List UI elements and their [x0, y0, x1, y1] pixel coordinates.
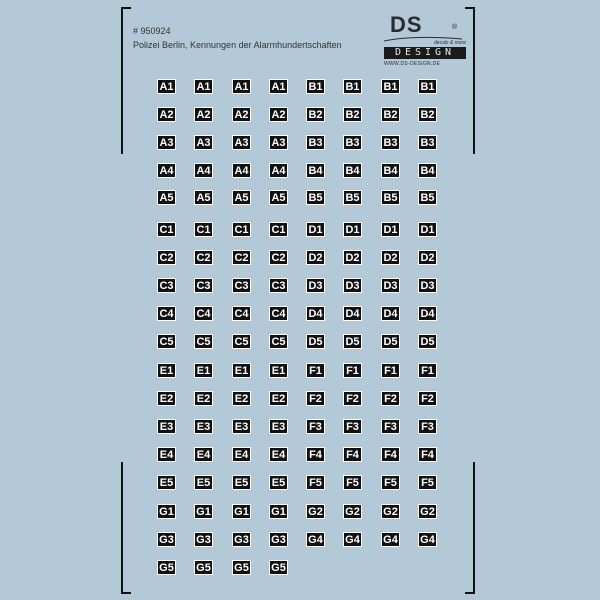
decal-tile: B5	[418, 190, 437, 205]
decal-tile: C2	[269, 250, 288, 265]
decal-tile: B3	[343, 135, 362, 150]
decal-tile: F5	[306, 475, 325, 490]
decal-tile: B5	[343, 190, 362, 205]
decal-tile: A3	[232, 135, 251, 150]
decal-tile: G3	[194, 532, 213, 547]
decal-tile: E1	[232, 363, 251, 378]
decal-tile: B3	[381, 135, 400, 150]
decal-tile: C5	[232, 334, 251, 349]
decal-tile: G1	[232, 504, 251, 519]
decal-tile: C1	[232, 222, 251, 237]
decal-tile: E4	[194, 447, 213, 462]
decal-tile: G4	[343, 532, 362, 547]
crop-mark-bottom-left	[121, 462, 131, 594]
decal-tile: C1	[269, 222, 288, 237]
decal-tile: C3	[269, 278, 288, 293]
decal-tile: A4	[232, 163, 251, 178]
decal-tile: D5	[306, 334, 325, 349]
decal-tile: G4	[418, 532, 437, 547]
decal-tile: B1	[381, 79, 400, 94]
decal-tile: D1	[306, 222, 325, 237]
decal-tile: F4	[306, 447, 325, 462]
product-code: # 950924	[133, 26, 171, 36]
decal-tile: E5	[269, 475, 288, 490]
decal-tile: G2	[418, 504, 437, 519]
decal-tile: A5	[157, 190, 176, 205]
sheet-title: Polizei Berlin, Kennungen der Alarmhundertschaften	[133, 40, 342, 50]
decal-tile: G1	[269, 504, 288, 519]
decal-tile: G4	[381, 532, 400, 547]
decal-tile: C1	[157, 222, 176, 237]
decal-tile: D1	[418, 222, 437, 237]
brand-logo	[382, 12, 466, 68]
decal-tile: B2	[343, 107, 362, 122]
decal-tile: E1	[157, 363, 176, 378]
decal-tile: G5	[194, 560, 213, 575]
decal-tile: G2	[343, 504, 362, 519]
decal-tile: C3	[157, 278, 176, 293]
decal-tile: C2	[232, 250, 251, 265]
decal-tile: G2	[306, 504, 325, 519]
decal-tile: A4	[194, 163, 213, 178]
decal-tile: F4	[381, 447, 400, 462]
decal-tile: E4	[269, 447, 288, 462]
decal-tile: F3	[418, 419, 437, 434]
decal-tile: D3	[306, 278, 325, 293]
decal-tile: C4	[157, 306, 176, 321]
decal-tile: B4	[381, 163, 400, 178]
decal-tile: B3	[418, 135, 437, 150]
decal-tile: B1	[343, 79, 362, 94]
decal-tile: D3	[381, 278, 400, 293]
decal-tile: C5	[269, 334, 288, 349]
decal-tile: G3	[232, 532, 251, 547]
decal-tile: C3	[194, 278, 213, 293]
decal-tile: F3	[343, 419, 362, 434]
decal-tile: F1	[418, 363, 437, 378]
decal-tile: C1	[194, 222, 213, 237]
decal-tile: B3	[306, 135, 325, 150]
crop-mark-top-right	[465, 7, 475, 154]
decal-tile: D4	[306, 306, 325, 321]
decal-tile: D4	[343, 306, 362, 321]
decal-tile: C2	[194, 250, 213, 265]
decal-tile: A5	[194, 190, 213, 205]
decal-tile: E2	[232, 391, 251, 406]
decal-tile: A3	[157, 135, 176, 150]
decal-tile: F2	[381, 391, 400, 406]
decal-tile: B5	[306, 190, 325, 205]
decal-tile: A1	[194, 79, 213, 94]
decal-tile: C4	[232, 306, 251, 321]
logo-design-bar: DESIGN	[384, 47, 466, 59]
decal-tile: E4	[157, 447, 176, 462]
decal-tile: B2	[418, 107, 437, 122]
decal-tile: E5	[157, 475, 176, 490]
decal-tile: E2	[194, 391, 213, 406]
decal-tile: D2	[343, 250, 362, 265]
decal-tile: G3	[269, 532, 288, 547]
decal-tile: E4	[232, 447, 251, 462]
decal-tile: F4	[343, 447, 362, 462]
decal-tile: F5	[418, 475, 437, 490]
decal-tile: F2	[418, 391, 437, 406]
decal-tile: C4	[269, 306, 288, 321]
decal-tile: D1	[381, 222, 400, 237]
decal-tile: G3	[157, 532, 176, 547]
decal-tile: A1	[157, 79, 176, 94]
decal-tile: G2	[381, 504, 400, 519]
decal-tile: F3	[306, 419, 325, 434]
decal-tile: A2	[269, 107, 288, 122]
decal-tile: E5	[194, 475, 213, 490]
decal-tile: A2	[194, 107, 213, 122]
decal-tile: G5	[157, 560, 176, 575]
decal-tile: D5	[418, 334, 437, 349]
decal-tile: E3	[232, 419, 251, 434]
decal-tile: A5	[232, 190, 251, 205]
crop-mark-bottom-right	[465, 462, 475, 594]
decal-tile: E3	[194, 419, 213, 434]
decal-tile: A2	[232, 107, 251, 122]
decal-tile: E1	[269, 363, 288, 378]
decal-tile: A5	[269, 190, 288, 205]
decal-tile: A4	[157, 163, 176, 178]
logo-url: WWW.DS-DESIGN.DE	[384, 61, 441, 67]
crop-mark-top-left	[121, 7, 131, 154]
decal-tile: D1	[343, 222, 362, 237]
decal-tile: F5	[343, 475, 362, 490]
decal-tile: E3	[269, 419, 288, 434]
decal-tile: D2	[306, 250, 325, 265]
decal-tile: C5	[157, 334, 176, 349]
decal-tile: F1	[306, 363, 325, 378]
decal-tile: F5	[381, 475, 400, 490]
decal-tile: F1	[381, 363, 400, 378]
decal-tile: F2	[306, 391, 325, 406]
decal-tile: D3	[343, 278, 362, 293]
decal-tile: G1	[157, 504, 176, 519]
decal-tile: E5	[232, 475, 251, 490]
decal-tile: F4	[418, 447, 437, 462]
decal-tile: B5	[381, 190, 400, 205]
decal-tile: F3	[381, 419, 400, 434]
decal-tile: B1	[306, 79, 325, 94]
decal-tile: C4	[194, 306, 213, 321]
decal-tile: D2	[418, 250, 437, 265]
decal-tile: A4	[269, 163, 288, 178]
decal-tile: G5	[269, 560, 288, 575]
decal-tile: F2	[343, 391, 362, 406]
decal-tile: E2	[269, 391, 288, 406]
decal-tile: E3	[157, 419, 176, 434]
decal-tile: A3	[269, 135, 288, 150]
decal-tile: G4	[306, 532, 325, 547]
decal-tile: E1	[194, 363, 213, 378]
decal-tile: D3	[418, 278, 437, 293]
logo-tagline: decals & more	[434, 40, 466, 46]
decal-tile: A1	[269, 79, 288, 94]
decal-tile: C5	[194, 334, 213, 349]
decal-tile: D4	[381, 306, 400, 321]
logo-registered: ®	[452, 24, 458, 31]
decal-tile: B2	[381, 107, 400, 122]
decal-tile: D2	[381, 250, 400, 265]
decal-tile: G1	[194, 504, 213, 519]
decal-tile: D4	[418, 306, 437, 321]
decal-tile: C3	[232, 278, 251, 293]
decal-tile: D5	[343, 334, 362, 349]
logo-mark: DS	[390, 12, 423, 37]
decal-tile: A3	[194, 135, 213, 150]
decal-tile: B1	[418, 79, 437, 94]
decal-tile: B4	[343, 163, 362, 178]
decal-tile: B4	[306, 163, 325, 178]
decal-tile: D5	[381, 334, 400, 349]
decal-tile: F1	[343, 363, 362, 378]
decal-tile: G5	[232, 560, 251, 575]
decal-tile: B2	[306, 107, 325, 122]
decal-tile: E2	[157, 391, 176, 406]
decal-tile: A1	[232, 79, 251, 94]
decal-tile: A2	[157, 107, 176, 122]
decal-tile: C2	[157, 250, 176, 265]
decal-tile: B4	[418, 163, 437, 178]
